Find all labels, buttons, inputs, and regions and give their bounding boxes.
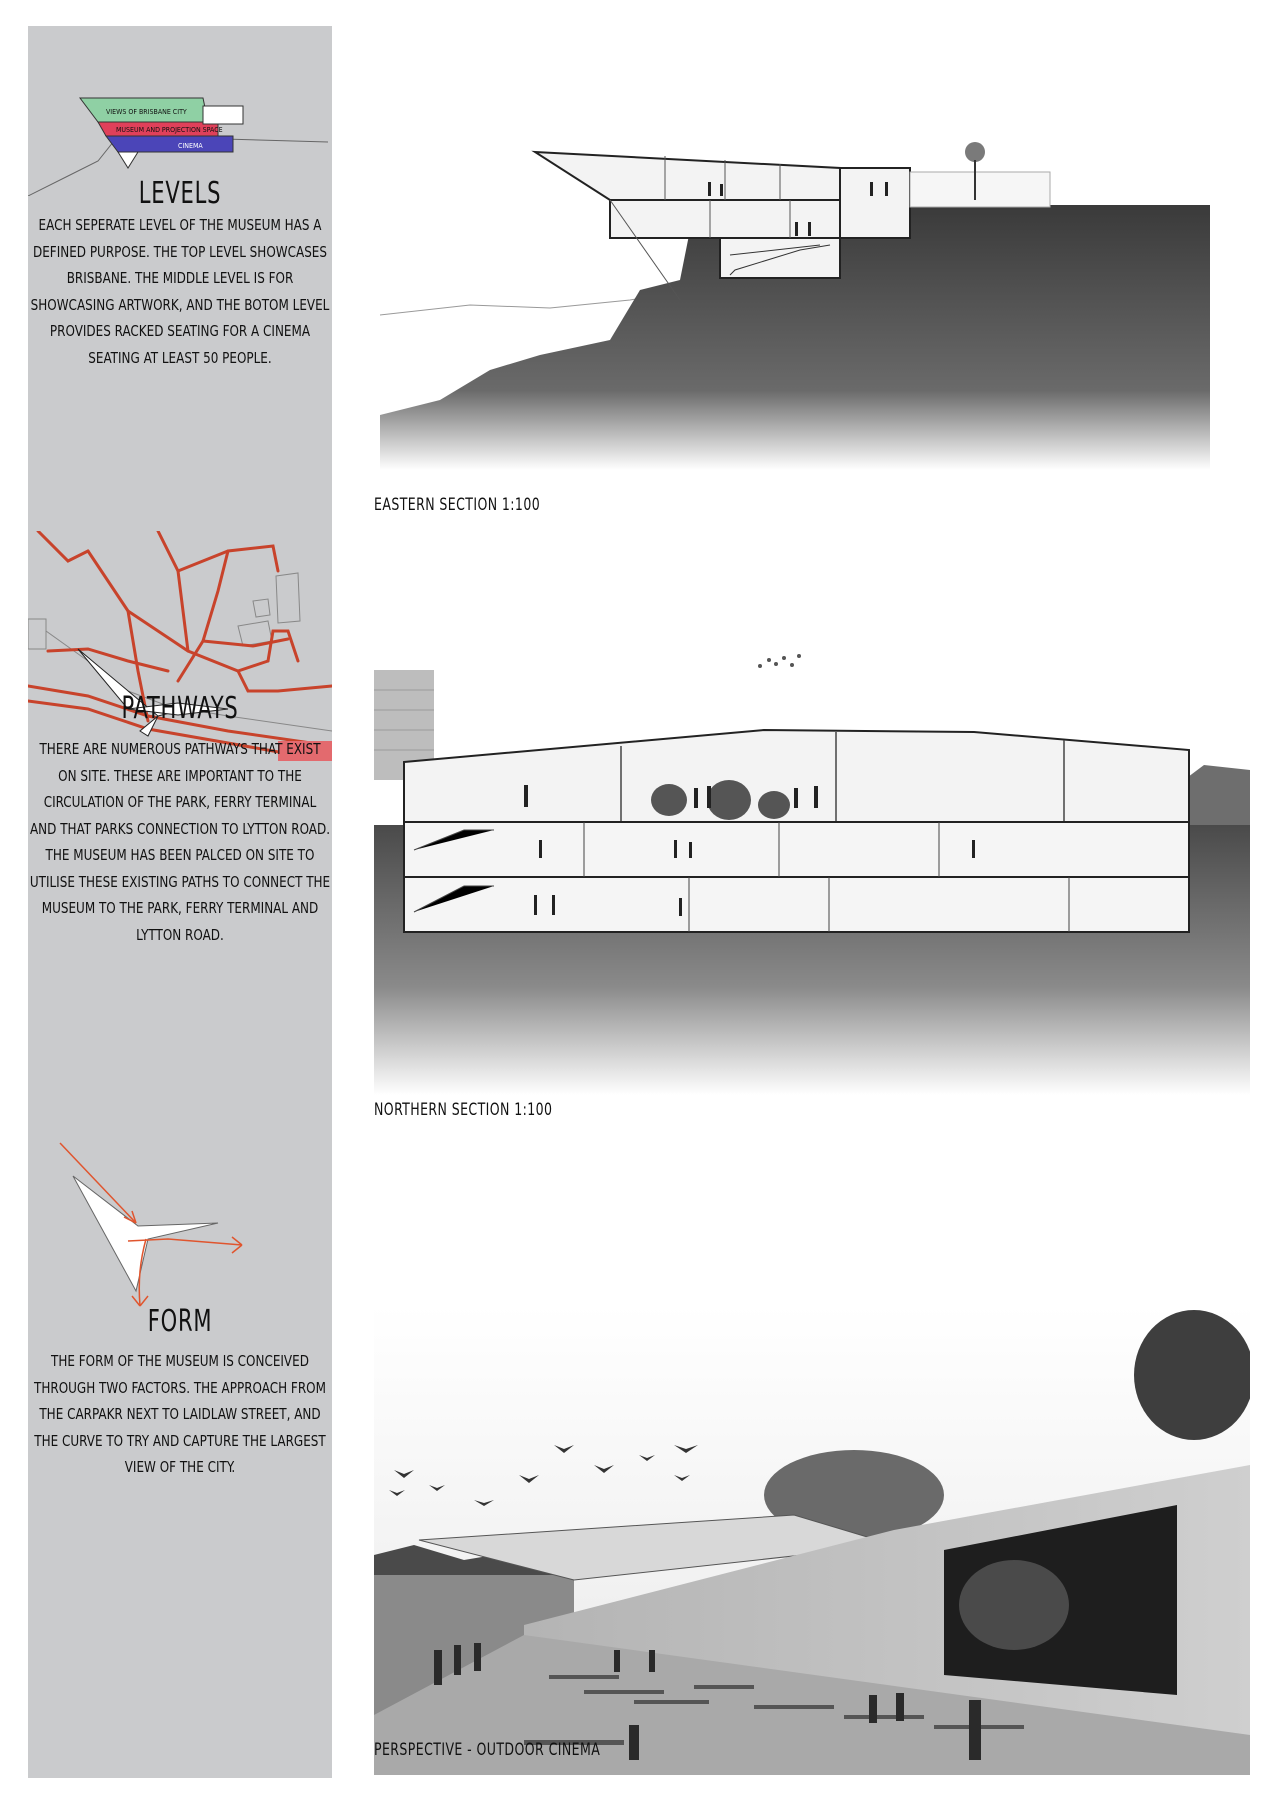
form-body: THE FORM OF THE MUSEUM IS CONCEIVED THROUGH TWO FACTORS. THE APPROACH FROM THE CARPAKR NEXT TO LAIDLAW STREET, AND THE CURVE TO TRY AND CAPTURE THE LARGEST VIEW OF THE CITY. [34, 1352, 326, 1476]
northern-section-drawing [374, 650, 1250, 1095]
sidebar-panel [28, 26, 332, 1778]
levels-title: LEVELS [138, 176, 222, 211]
pathways-title: PATHWAYS [121, 691, 239, 726]
level-label-museum: MUSEUM AND PROJECTION SPACE [116, 126, 223, 134]
perspective-render [374, 1305, 1250, 1775]
pathways-body: THERE ARE NUMEROUS PATHWAYS THAT EXIST ON SITE. THESE ARE IMPORTANT TO THE CIRCULATION OF THE PARK, FERRY TERMINAL AND THAT PARKS CONNECTION TO LYTTON ROAD. THE MUSEUM HAS BEEN PALCED ON SITE TO UTILISE THESE EXISTING PATHS TO CONNECT THE MUSEUM TO THE PARK, FERRY TERMINAL AND LYTTON ROAD. [29, 740, 331, 944]
level-label-cinema: CINEMA [178, 142, 203, 150]
level-band-cinema [106, 136, 233, 152]
eastern-section-drawing [380, 130, 1210, 480]
level-label-views: VIEWS OF BRISBANE CITY [106, 108, 187, 116]
eastern-section-caption: EASTERN SECTION 1:100 [374, 495, 541, 515]
form-diagram [28, 1131, 332, 1316]
perspective-caption: PERSPECTIVE - OUTDOOR CINEMA [374, 1740, 601, 1760]
form-title: FORM [147, 1304, 213, 1339]
levels-body: EACH SEPERATE LEVEL OF THE MUSEUM HAS A DEFINED PURPOSE. THE TOP LEVEL SHOWCASES BRISBANE. THE MIDDLE LEVEL IS FOR SHOWCASING ARTWORK, AND THE BOTOM LEVEL PROVIDES RACKED SEATING FOR A CINEMA SEATING AT LEAST 50 PEOPLE. [30, 216, 330, 367]
pathways-map [28, 531, 332, 761]
northern-section-caption: NORTHERN SECTION 1:100 [374, 1100, 553, 1120]
